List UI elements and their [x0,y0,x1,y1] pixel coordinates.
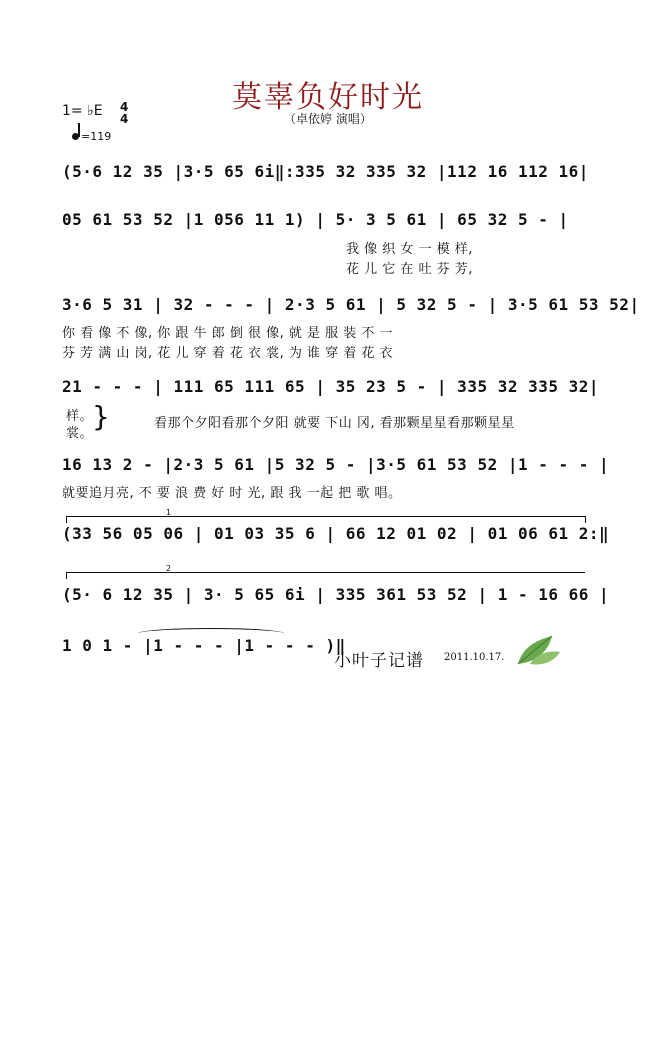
quarter-note-icon [72,133,79,140]
lyric-line-4-shared: 看那个夕阳看那个夕阳 就要 下山 冈, 看那颗星星看那颗星星 [154,416,515,431]
score-line-4: 21 - - - | 111 65 111 65 | 35 23 5 - | 335 32 335 32| [62,377,600,396]
score-line-8: 1 0 1 - |1 - - - |1 - - - )‖ [62,636,346,655]
time-signature-bottom: 4 [120,112,129,126]
volta-bracket-1 [66,516,586,523]
score-line-5: 16 13 2 - |2·3 5 61 |5 32 5 - |3·5 61 53 52 |1 - - - | [62,455,610,474]
score-line-6: (33 56 05 06 | 01 03 35 6 | 66 12 01 02 | 01 06 61 2:‖ [62,524,610,543]
time-signature [120,101,128,125]
score-line-7: (5· 6 12 35 | 3· 5 65 6i | 335 361 53 52 | 1 - 16 66 | [62,585,610,604]
volta-label-2: 2 [166,564,172,573]
lyric-line-4-verse-2: 裳。 [66,426,94,441]
transcription-date: 2011.10.17. [444,652,505,663]
lyric-line-2-verse-1: 我 像 织 女 一 模 样, [346,242,473,257]
tempo-marking [72,130,111,143]
lyric-line-2-verse-2: 花 儿 它 在 吐 芬 芳, [346,262,473,277]
lyric-line-3-verse-1: 你 看 像 不 像, 你 跟 牛 郎 倒 很 像, 就 是 服 装 不 一 [62,326,394,341]
singer-credit: （卓依婷 演唱） [284,112,372,126]
score-line-3: 3·6 5 31 | 32 - - - | 2·3 5 61 | 5 32 5 - | 3·5 61 53 52| [62,295,640,314]
volta-label-1: 1 [166,508,172,517]
leaf-icon [512,630,562,672]
time-signature-top: 4 [120,100,129,114]
lyric-brace: } [92,400,110,433]
score-line-2: 05 61 53 52 |1 056 11 1) | 5· 3 5 61 | 65 32 5 - | [62,210,569,229]
transcriber-signature: 小叶子记谱 [334,651,424,671]
key-signature: 1= ♭E [62,103,103,119]
lyric-line-4-verse-1: 样。 [66,409,94,424]
score-line-1: (5·6 12 35 |3·5 65 6i‖:335 32 335 32 |112 16 112 16| [62,162,589,181]
volta-bracket-2 [66,572,585,579]
lyric-line-5: 就要追月亮, 不 要 浪 费 好 时 光, 跟 我 一起 把 歌 唱。 [62,486,402,501]
song-title: 莫辜负好时光 [232,80,424,115]
tempo-value: =119 [81,130,112,143]
lyric-line-3-verse-2: 芬 芳 满 山 岗, 花 儿 穿 着 花 衣 裳, 为 谁 穿 着 花 衣 [62,346,394,361]
